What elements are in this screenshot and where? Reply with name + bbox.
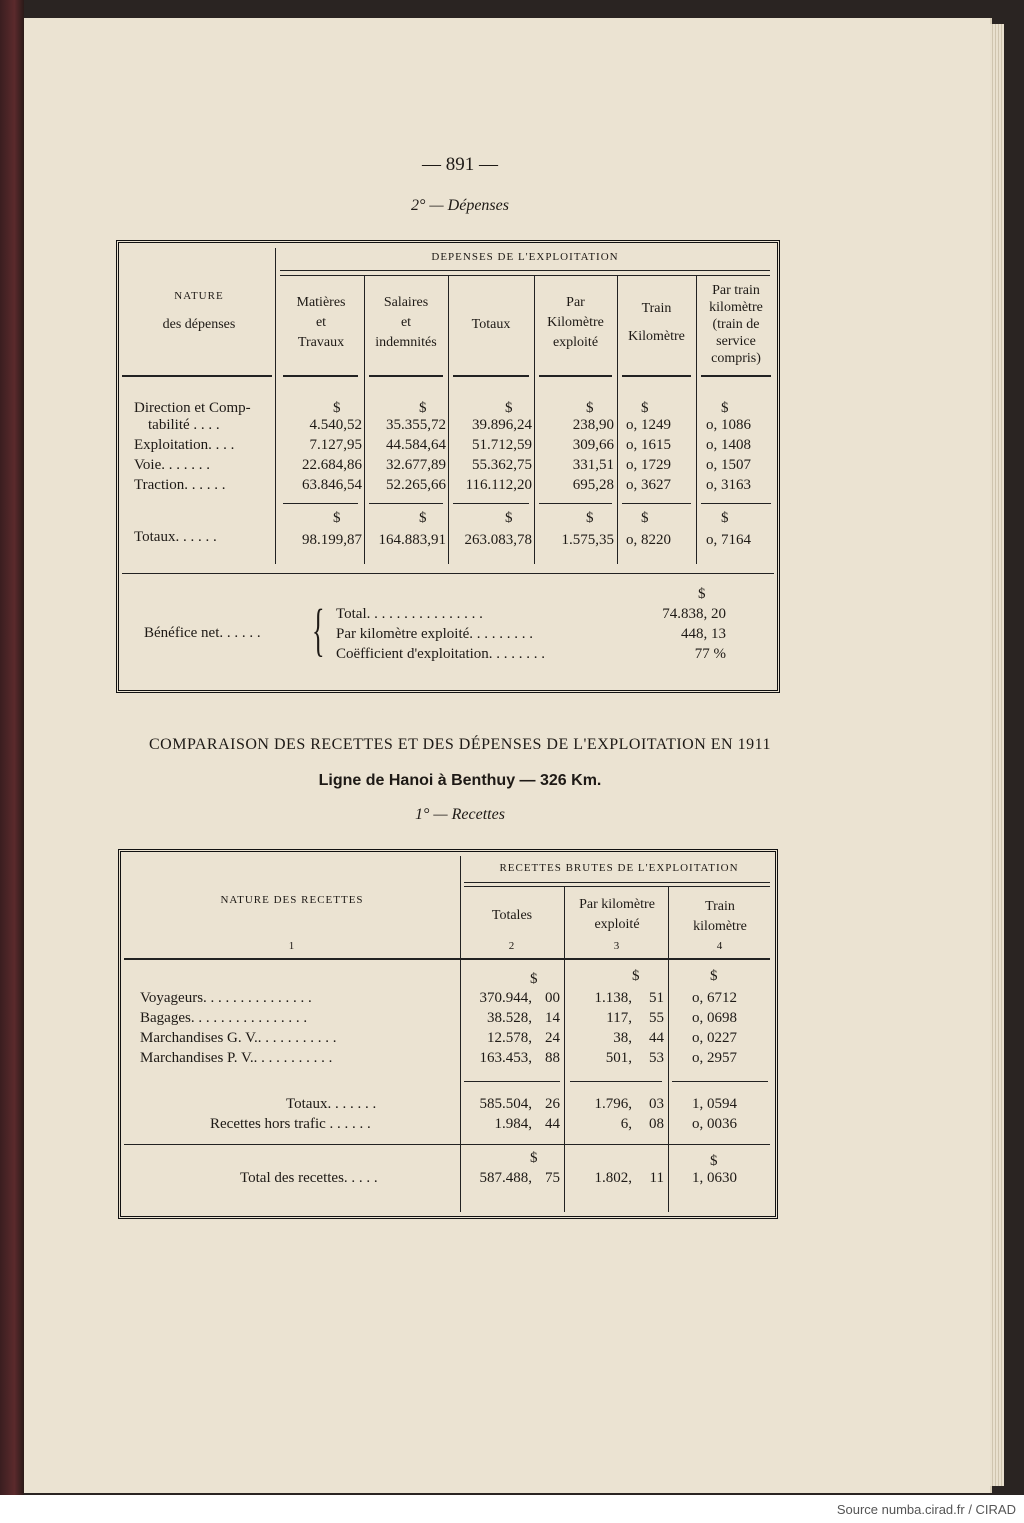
header-par-train-l2: kilomètre — [709, 300, 763, 315]
dollar-sign: $ — [530, 1150, 538, 1166]
total-cell: 1, 0630 — [692, 1170, 737, 1186]
nature-sublabel: des dépenses — [162, 317, 236, 332]
hrule-3 — [453, 375, 529, 377]
total-cell: o, 7164 — [706, 532, 751, 548]
table-cell: 24 — [545, 1030, 560, 1046]
dollar-sign: $ — [710, 1153, 718, 1169]
dollar-sign: $ — [586, 400, 594, 416]
total-cell: 98.199,87 — [302, 532, 362, 548]
table-cell: 00 — [545, 990, 560, 1006]
header-par-train — [696, 282, 776, 367]
table-cell: 44 — [545, 1116, 560, 1132]
header-train-km — [617, 299, 696, 347]
table-cell: 35.355,72 — [386, 417, 446, 433]
benefice-row-label: Par kilomètre exploité. . . . . . . . . — [336, 626, 534, 642]
benefice-row-label: Total. . . . . . . . . . . . . . . . — [336, 606, 483, 622]
header-train-km-l1: Train — [641, 301, 672, 316]
dollar-sign: $ — [505, 400, 513, 416]
dollar-sign: $ — [505, 510, 513, 526]
total-cell: 1.575,35 — [561, 532, 614, 548]
trule-2 — [369, 503, 443, 504]
header-par-km — [534, 293, 617, 353]
trule-1 — [283, 503, 358, 504]
trule-6 — [701, 503, 771, 504]
table-cell: o, 1086 — [706, 417, 751, 433]
nature-recettes-label: NATURE DES RECETTES — [220, 894, 364, 906]
header-par-train-l4: service — [716, 334, 756, 349]
table-cell: 08 — [649, 1116, 664, 1132]
trule-4 — [539, 503, 612, 504]
dollar-sign: $ — [710, 968, 718, 984]
table-cell: 51.712,59 — [472, 437, 532, 453]
dollar-sign: $ — [333, 510, 341, 526]
header-totales: Totales — [491, 908, 533, 923]
table-cell: 52.265,66 — [386, 477, 446, 493]
table-cell: 7.127,95 — [309, 437, 362, 453]
table-cell: 116.112,20 — [465, 477, 532, 493]
brace-icon: { — [312, 597, 325, 662]
ligne-title: Ligne de Hanoi à Benthuy — 326 Km. — [318, 772, 602, 789]
column-number: 4 — [716, 940, 724, 952]
header-totaux: Totaux — [471, 317, 511, 332]
dollar-sign: $ — [721, 510, 729, 526]
table-cell: 6, — [620, 1116, 632, 1132]
header-recettes-train-km-l1: Train — [705, 899, 735, 914]
table-cell: 44 — [649, 1030, 664, 1046]
benefice-row-value: 77 % — [694, 646, 726, 662]
section-depenses-heading: 2° — Dépenses — [411, 197, 509, 214]
page-edges — [990, 24, 1004, 1486]
table-cell: 14 — [545, 1010, 560, 1026]
header-salaires-l2: et — [400, 315, 412, 330]
column-number: 2 — [508, 940, 516, 952]
total-cell: 1, 0594 — [692, 1096, 737, 1112]
table-row-label: Voie. . . . . . . — [134, 457, 210, 473]
header-recettes-train-km — [670, 897, 770, 937]
total-cell: 75 — [545, 1170, 560, 1186]
table-cell: 501, — [605, 1050, 632, 1066]
table-cell: 88 — [545, 1050, 560, 1066]
table-cell: o, 1729 — [626, 457, 671, 473]
hrule-5 — [622, 375, 691, 377]
header-matieres-l1: Matières — [296, 295, 346, 310]
table-cell: 238,90 — [572, 417, 614, 433]
header-salaires — [364, 293, 448, 353]
nature-column-rule — [275, 248, 276, 564]
header-recettes-train-km-l2: kilomètre — [693, 919, 747, 934]
total-cell: 263.083,78 — [464, 532, 532, 548]
table-cell: 63.846,54 — [302, 477, 362, 493]
header-train-km-l2: Kilomètre — [628, 329, 685, 344]
hrule-4 — [539, 375, 612, 377]
table-cell: o, 3163 — [706, 477, 751, 493]
table-cell: 55.362,75 — [472, 457, 532, 473]
depenses-caption: DEPENSES DE L'EXPLOITATION — [431, 251, 619, 263]
table-cell: o, 3627 — [626, 477, 671, 493]
column-number: 3 — [613, 940, 621, 952]
nature-label: NATURE — [174, 290, 224, 302]
table-cell: 1.138, — [594, 990, 632, 1006]
comparaison-title: COMPARAISON DES RECETTES ET DES DÉPENSES DE L'EXPLOITATION EN 1911 — [148, 736, 772, 753]
table-row-label: Traction. . . . . . — [134, 477, 226, 493]
table-row-label: Exploitation. . . . — [134, 437, 235, 453]
dollar-sign: $ — [333, 400, 341, 416]
header-par-train-l5: compris) — [711, 351, 761, 366]
total-cell: 1.796, — [594, 1096, 632, 1112]
dollar-sign: $ — [530, 971, 538, 987]
hrule-0 — [122, 375, 272, 377]
trule-3 — [453, 503, 529, 504]
table-row-label: Marchandises G. V.. . . . . . . . . . . — [140, 1030, 337, 1046]
total-cell: 26 — [545, 1096, 560, 1112]
benefice-row-label: Coëfficient d'exploitation. . . . . . . . — [336, 646, 546, 662]
totals-label: Totaux. . . . . . — [134, 529, 217, 545]
total-cell: 164.883,91 — [378, 532, 446, 548]
hrule-2 — [369, 375, 443, 377]
hors-trafic-label: Recettes hors trafic . . . . . . — [210, 1116, 371, 1132]
benefice-row-value: 448, 13 — [681, 626, 726, 642]
subtotal-rule-2 — [570, 1081, 662, 1082]
trule-5 — [622, 503, 691, 504]
table-cell: o, 6712 — [692, 990, 737, 1006]
table-cell: o, 2957 — [692, 1050, 737, 1066]
table-cell: 44.584,64 — [386, 437, 446, 453]
table-cell: 695,28 — [572, 477, 614, 493]
subtotal-rule-3 — [672, 1081, 768, 1082]
table-cell: 39.896,24 — [472, 417, 532, 433]
table-cell: 117, — [606, 1010, 632, 1026]
header-recettes-par-km-l1: Par kilomètre — [579, 897, 655, 912]
section-recettes-heading: 1° — Recettes — [415, 806, 505, 823]
table-cell: o, 1507 — [706, 457, 751, 473]
table-row-label: Direction et Comp- — [134, 400, 251, 416]
subtotal-rule-1 — [464, 1081, 560, 1082]
table-cell: o, 1408 — [706, 437, 751, 453]
header-recettes-par-km — [566, 895, 668, 935]
dollar-sign: $ — [721, 400, 729, 416]
recettes-col-rule-1 — [564, 886, 565, 1212]
header-par-km-l1: Par — [566, 295, 585, 310]
book-spine — [0, 0, 24, 1495]
total-cell: 03 — [649, 1096, 664, 1112]
recettes-header-rule — [124, 958, 770, 960]
header-par-km-l3: exploité — [552, 335, 599, 350]
table-cell: 22.684,86 — [302, 457, 362, 473]
totaux-label: Totaux. . . . . . . — [286, 1096, 377, 1112]
table-cell: o, 0227 — [692, 1030, 737, 1046]
nature-recettes-rule — [460, 856, 461, 1212]
header-par-train-l1: Par train — [712, 283, 760, 298]
header-salaires-l3: indemnités — [375, 335, 437, 350]
table-cell: 51 — [649, 990, 664, 1006]
table-cell: 38.528, — [487, 1010, 532, 1026]
table-cell: 55 — [649, 1010, 664, 1026]
total-recettes-label: Total des recettes. . . . . — [240, 1170, 378, 1186]
column-number: 1 — [288, 940, 296, 952]
table-cell: o, 1615 — [626, 437, 671, 453]
header-par-train-l3: (train de — [712, 317, 760, 332]
table-cell: 331,51 — [572, 457, 614, 473]
table-cell: o, 1249 — [626, 417, 671, 433]
table-cell: 38, — [613, 1030, 632, 1046]
dollar-sign: $ — [632, 968, 640, 984]
table-cell: 12.578, — [487, 1030, 532, 1046]
header-recettes-par-km-l2: exploité — [594, 917, 640, 932]
recettes-caption-rule — [464, 882, 770, 883]
dollar-sign: $ — [586, 510, 594, 526]
final-total-rule — [124, 1144, 770, 1145]
total-cell: 11 — [649, 1170, 664, 1186]
recettes-col-rule-2 — [668, 886, 669, 1212]
total-cell: 587.488, — [479, 1170, 532, 1186]
header-matieres-l2: et — [315, 315, 327, 330]
benefice-separator — [122, 573, 774, 574]
benefice-row-value: 74.838, 20 — [662, 606, 726, 622]
table-cell: 53 — [649, 1050, 664, 1066]
dollar-sign: $ — [419, 510, 427, 526]
caption-rule — [280, 270, 770, 271]
dollar-sign: $ — [419, 400, 427, 416]
hrule-1 — [283, 375, 358, 377]
table-row-label: Bagages. . . . . . . . . . . . . . . . — [140, 1010, 308, 1026]
table-cell: 309,66 — [572, 437, 614, 453]
recettes-caption-rule-2 — [464, 886, 770, 887]
header-salaires-l1: Salaires — [383, 295, 429, 310]
table-cell: 370.944, — [479, 990, 532, 1006]
page-number: — 891 — — [422, 154, 498, 175]
header-par-km-l2: Kilomètre — [547, 315, 604, 330]
dollar-sign: $ — [641, 510, 649, 526]
dollar-sign: $ — [641, 400, 649, 416]
total-cell: 585.504, — [479, 1096, 532, 1112]
header-matieres — [278, 293, 364, 353]
table-cell: 1.984, — [494, 1116, 532, 1132]
table-cell: o, 0698 — [692, 1010, 737, 1026]
total-cell: o, 8220 — [626, 532, 671, 548]
table-cell: 4.540,52 — [309, 417, 362, 433]
header-matieres-l3: Travaux — [297, 335, 345, 350]
table-row-label: tabilité . . . . — [148, 417, 220, 433]
recettes-caption: RECETTES BRUTES DE L'EXPLOITATION — [499, 862, 739, 874]
table-cell: 32.677,89 — [386, 457, 446, 473]
table-row-label: Voyageurs. . . . . . . . . . . . . . . — [140, 990, 312, 1006]
dollar-sign: $ — [698, 586, 706, 602]
table-cell: 163.453, — [479, 1050, 532, 1066]
source-credit[interactable]: Source numba.cirad.fr / CIRAD — [836, 1502, 1016, 1517]
table-row-label: Marchandises P. V.. . . . . . . . . . . — [140, 1050, 333, 1066]
total-cell: 1.802, — [594, 1170, 632, 1186]
benefice-label: Bénéfice net. . . . . . — [144, 625, 261, 641]
hrule-6 — [701, 375, 771, 377]
table-cell: o, 0036 — [692, 1116, 737, 1132]
